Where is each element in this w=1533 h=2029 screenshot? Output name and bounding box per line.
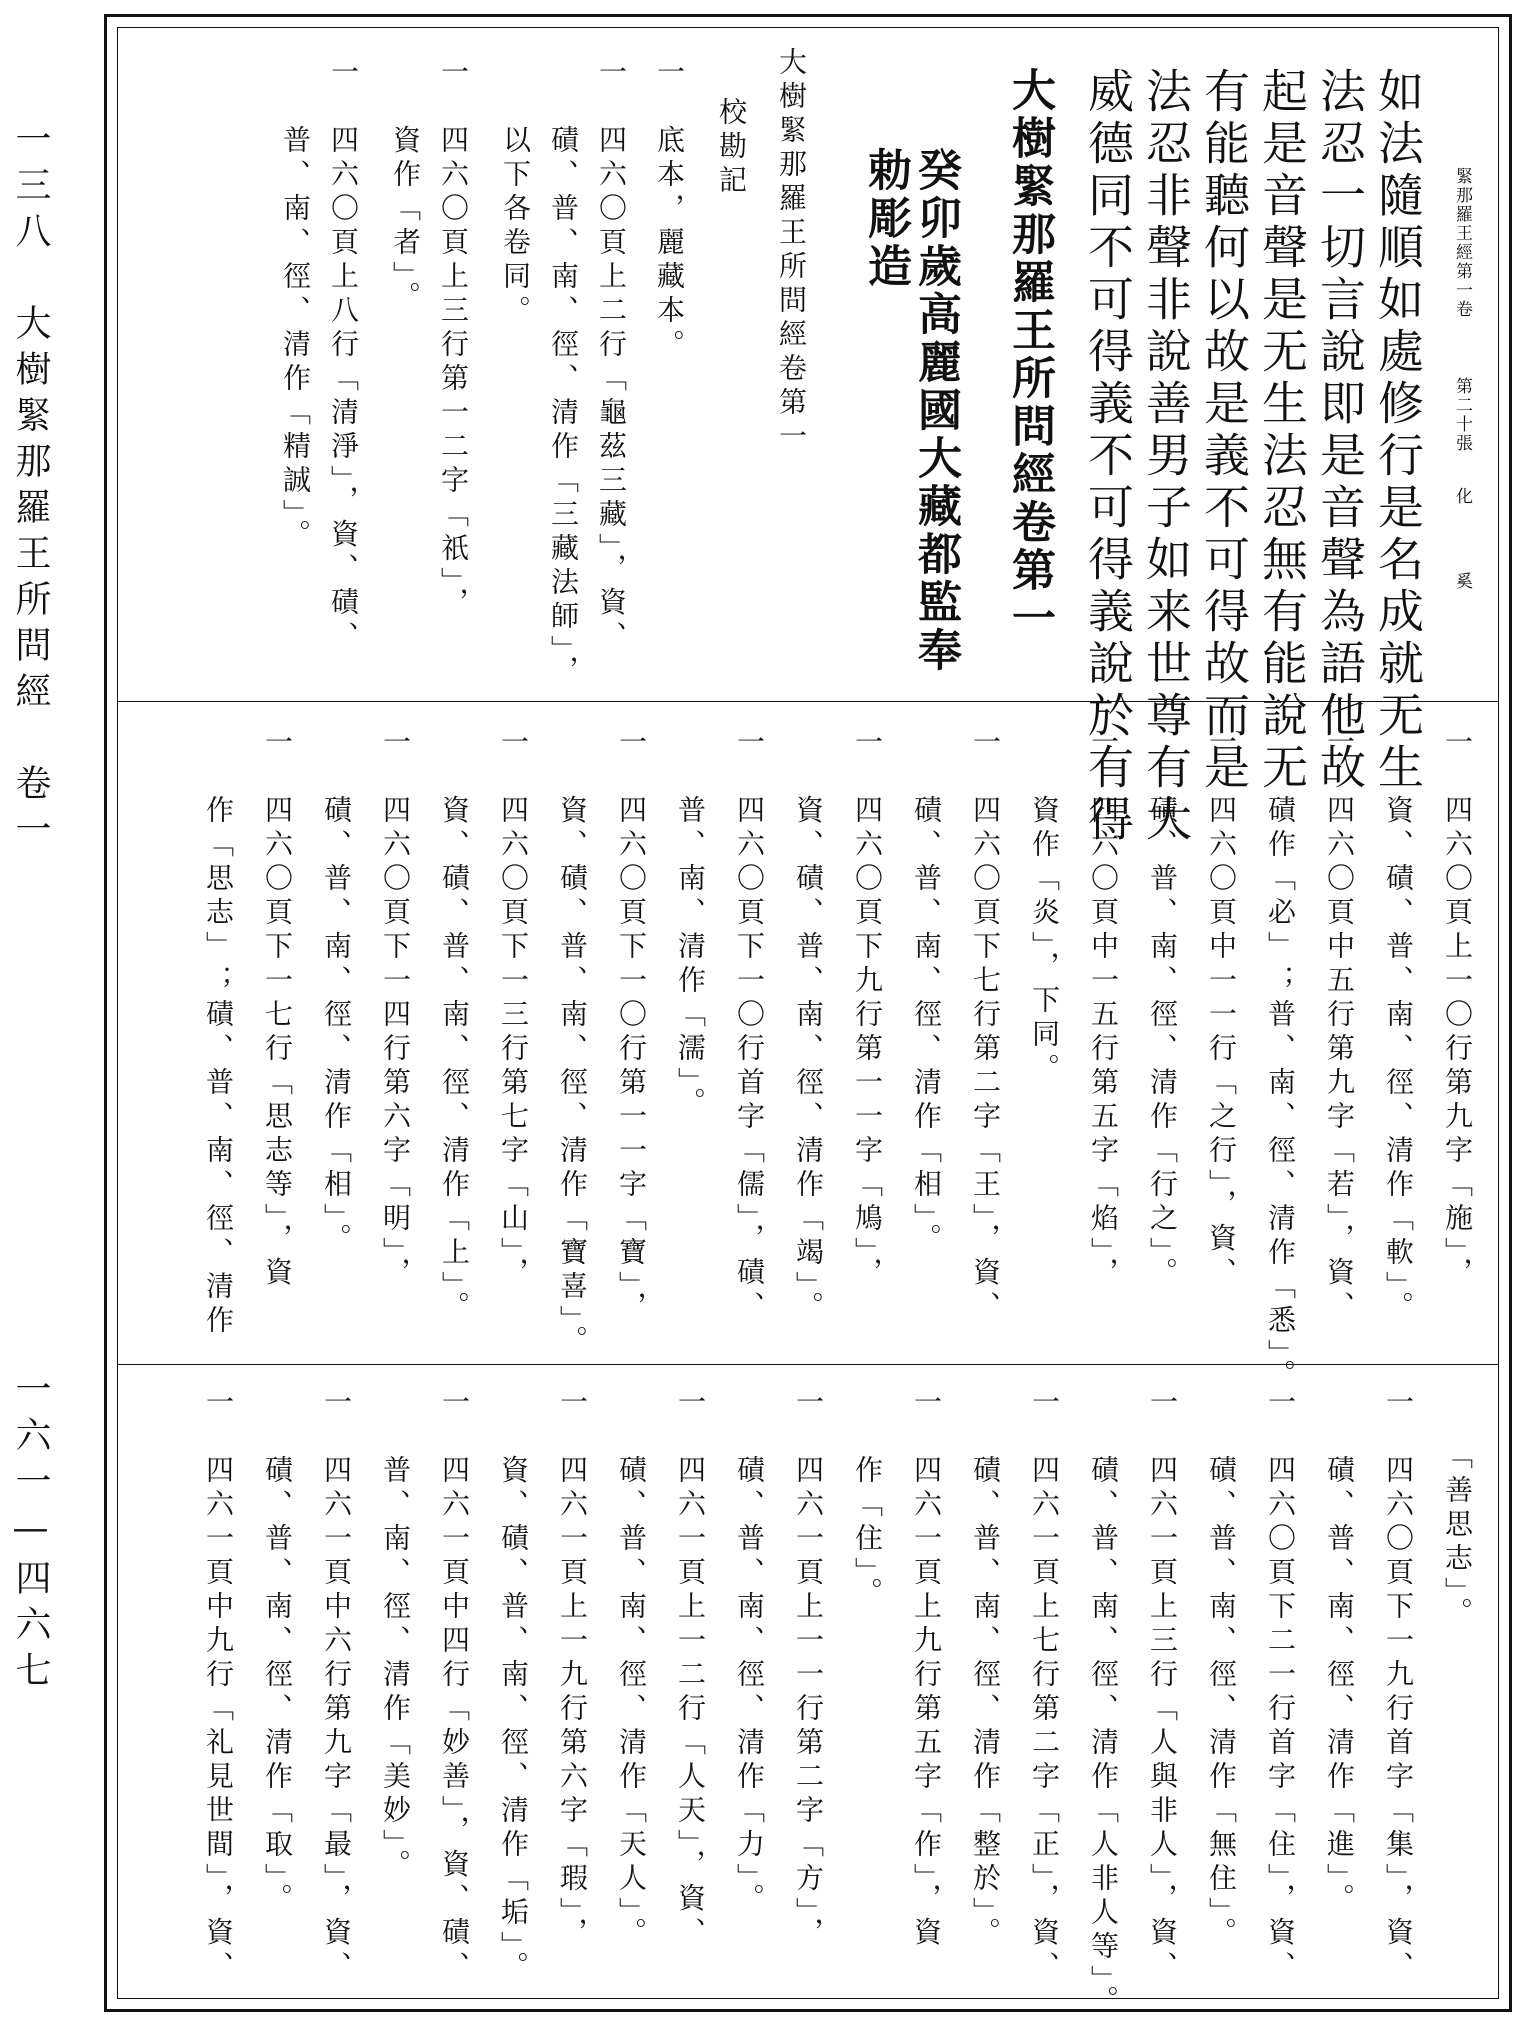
sutra-text-line: 有能聽何以故是義不可得故而是 bbox=[1197, 67, 1251, 795]
collation-note-line: 資、磧、普、南、徑、清作「垢」。 bbox=[497, 1387, 530, 1985]
collation-note-line: 磧、普、南、徑、清作「人非人等」。 bbox=[1087, 1387, 1120, 2019]
collation-note-line: 普、南、徑、清作「美妙」。 bbox=[379, 1387, 412, 1883]
page-frame bbox=[104, 14, 1512, 2019]
collation-note-line: 磧、普、南、徑、清作「力」。 bbox=[733, 1387, 766, 1917]
collation-note-line: 磧、普、南、徑、清作「天人」。 bbox=[615, 1387, 648, 1951]
collation-note-line: 一 四六〇頁下一〇行第一一字「寶」， bbox=[615, 727, 648, 1325]
collation-note-line: 資、磧、普、南、徑、清作「上」。 bbox=[438, 727, 471, 1325]
collation-note-line: 資、磧、普、南、徑、清作「寶喜」。 bbox=[556, 727, 589, 1359]
collation-note-line: 資、磧、普、南、徑、清作「軟」。 bbox=[1382, 727, 1415, 1325]
collation-note-line: 普、南、徑、清作「精誠」。 bbox=[279, 57, 312, 553]
collation-note-line: 一 四六一頁上七行第二字「正」，資、 bbox=[1028, 1387, 1061, 1985]
collation-note-line: 磧、普、南、徑、清作「整於」。 bbox=[969, 1387, 1002, 1951]
collation-note-line: 一 四六〇頁下一〇行首字「儒」，磧、 bbox=[733, 727, 766, 1325]
sutra-text-line: 威德同不可得義不可得義說於有得 bbox=[1081, 67, 1135, 847]
collation-note-line: 磧、普、南、徑、清作「進」。 bbox=[1323, 1387, 1356, 1917]
header-page-label: 第二十張 bbox=[1452, 377, 1472, 453]
header-sutra-label: 緊那羅王經第一卷 bbox=[1452, 167, 1472, 319]
collation-note-line: 一 四六一頁上一九行第六字「瑕」， bbox=[556, 1387, 589, 1951]
collation-note-line: 作「思志」；磧、普、南、徑、清作 bbox=[202, 727, 235, 1339]
collation-note-line: 作「住」。 bbox=[851, 1387, 884, 1611]
collation-note-line: 磧作「必」；普、南、徑、清作「悉」。 bbox=[1264, 727, 1297, 1393]
collation-note-line: 磧、普、南、徑、清作「行之」。 bbox=[1146, 727, 1179, 1291]
collation-note-line: 一 四六一頁中六行第九字「最」，資、 bbox=[320, 1387, 353, 1985]
collation-note-line: 一 底本，麗藏本。 bbox=[653, 57, 686, 363]
collation-note-line: 資作「炎」，下同。 bbox=[1028, 727, 1061, 1087]
collation-subtitle: 校勘記 bbox=[715, 97, 748, 199]
collation-note-line: 一 四六一頁上三行「人與非人」，資、 bbox=[1146, 1387, 1179, 1985]
collation-note-line: 磧、普、南、徑、清作「三藏法師」， bbox=[547, 57, 580, 689]
collation-note-line: 一 四六一頁上一二行「人天」，資、 bbox=[674, 1387, 707, 1951]
margin-sutra-title: 一三八 大樹緊那羅王所問經 卷一 bbox=[10, 120, 51, 856]
collation-note-line: 一 四六〇頁上一〇行第九字「施」， bbox=[1441, 727, 1474, 1291]
colophon-line: 勅彫造 bbox=[860, 147, 911, 291]
sutra-text-line: 如法隨順如處修行是名成就无生 bbox=[1371, 67, 1425, 795]
collation-note-line: 一 四六〇頁下一三行第七字「山」， bbox=[497, 727, 530, 1291]
sutra-text-line: 法忍非聲非說善男子如来世尊有大 bbox=[1139, 67, 1193, 847]
collation-note-line: 一 四六〇頁下一七行「思志等」，資 bbox=[261, 727, 294, 1291]
collation-note-line: 磧、普、南、徑、清作「取」。 bbox=[261, 1387, 294, 1917]
header-char: 化 bbox=[1452, 487, 1472, 506]
collation-note-line: 一 四六〇頁上三行第一二字「祇」， bbox=[437, 57, 470, 621]
collation-note-line: 一 四六〇頁下二一行首字「住」，資、 bbox=[1264, 1387, 1297, 1985]
sutra-title: 大樹緊那羅王所問經卷第一 bbox=[1004, 67, 1055, 643]
header-sign: 奚 bbox=[1452, 572, 1472, 591]
margin-page-number: 一六一—四六七 bbox=[10, 1370, 51, 1697]
collation-note-line: 磧、普、南、徑、清作「無住」。 bbox=[1205, 1387, 1238, 1951]
collation-note-line: 一 四六〇頁下一四行第六字「明」， bbox=[379, 727, 412, 1291]
collation-note-line: 以下各卷同。 bbox=[499, 57, 532, 329]
collation-note-line: 一 四六〇頁下一九行首字「集」，資、 bbox=[1382, 1387, 1415, 1985]
collation-note-line: 一 四六〇頁下九行第一一字「鳩」， bbox=[851, 727, 884, 1291]
sutra-text-line: 起是音聲是无生法忍無有能說无 bbox=[1255, 67, 1309, 795]
collation-note-line: 一 四六〇頁中一五行第五字「焰」， bbox=[1087, 727, 1120, 1291]
collation-note-line: 資作「者」。 bbox=[389, 57, 422, 315]
collation-note-line: 磧、普、南、徑、清作「相」。 bbox=[910, 727, 943, 1257]
collation-note-line: 一 四六〇頁上二行「龜茲三藏」，資、 bbox=[595, 57, 628, 655]
collation-note-line: 一 四六〇頁上八行「清淨」，資、磧、 bbox=[327, 57, 360, 655]
collation-note-line: 資、磧、普、南、徑、清作「竭」。 bbox=[792, 727, 825, 1325]
collation-note-line: 一 四六一頁中四行「妙善」，資、磧、 bbox=[438, 1387, 471, 1985]
sutra-text-line: 法忍一切言說即是音聲為語他故 bbox=[1313, 67, 1367, 795]
collation-note-line: 一 四六〇頁中五行第九字「若」，資、 bbox=[1323, 727, 1356, 1325]
collation-note-line: 一 四六〇頁中一一行「之行」，資、 bbox=[1205, 727, 1238, 1291]
colophon-line: 癸卯歲高麗國大藏都監奉 bbox=[910, 147, 961, 675]
collation-title: 大樹緊那羅王所問經卷第一 bbox=[775, 47, 808, 455]
collation-note-line: 一 四六一頁中九行「礼見世間」，資、 bbox=[202, 1387, 235, 1985]
collation-note-line: 「善思志」。 bbox=[1441, 1387, 1474, 1631]
collation-note-line: 普、南、清作「濡」。 bbox=[674, 727, 707, 1121]
collation-note-line: 一 四六一頁上一一行第二字「方」， bbox=[792, 1387, 825, 1951]
collation-note-line: 磧、普、南、徑、清作「相」。 bbox=[320, 727, 353, 1257]
collation-note-line: 一 四六〇頁下七行第二字「王」，資、 bbox=[969, 727, 1002, 1325]
collation-note-line: 一 四六一頁上九行第五字「作」，資 bbox=[910, 1387, 943, 1951]
